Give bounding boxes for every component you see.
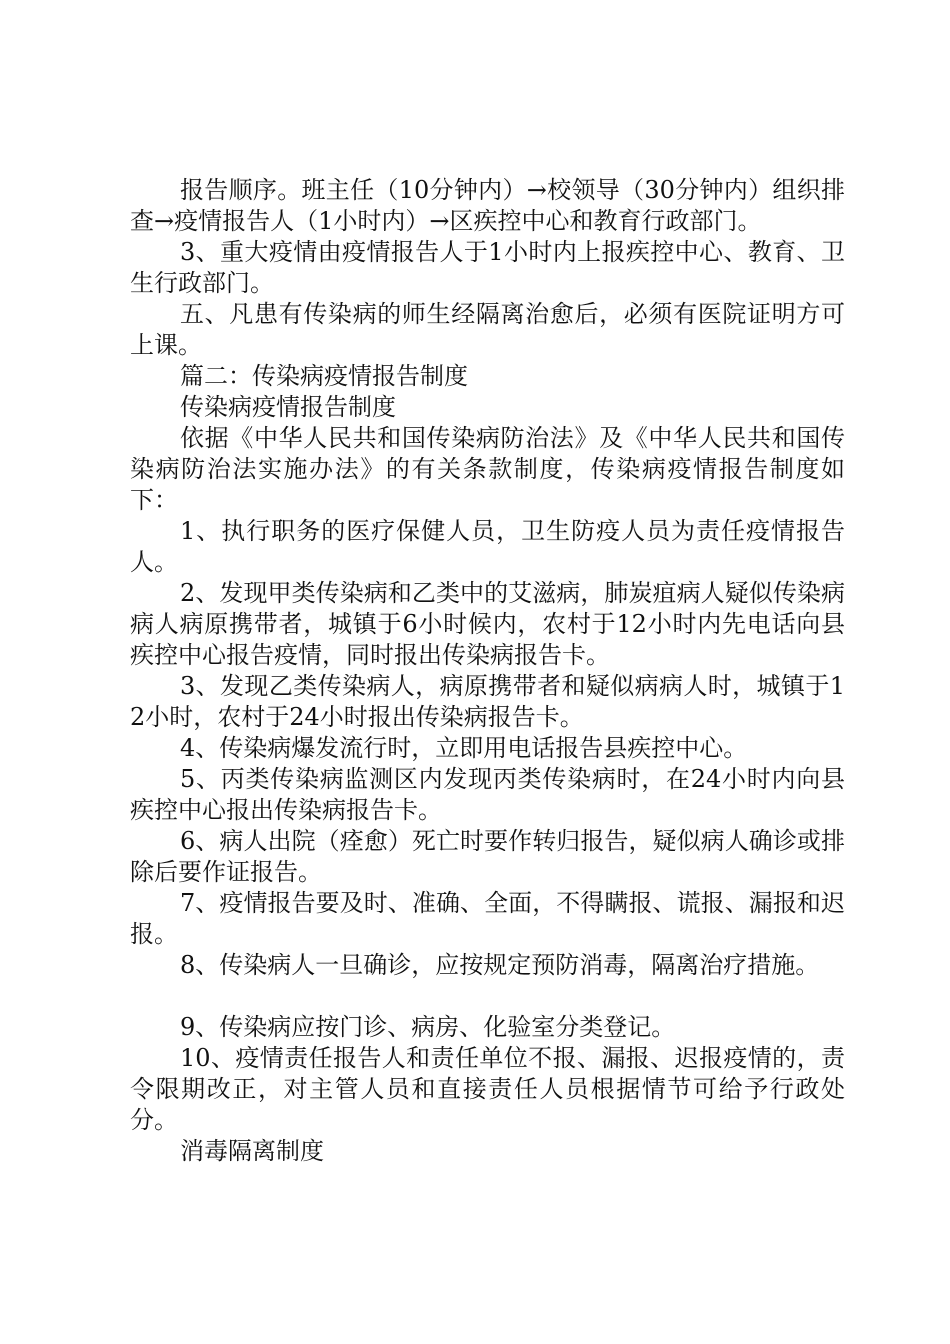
document-title: 传染病疫情报告制度 [180, 393, 396, 421]
paragraph-item-1: 1、执行职务的医疗保健人员，卫生防疫人员为责任疫情报告人。 [130, 517, 845, 576]
paragraph-item-2: 2、发现甲类传染病和乙类中的艾滋病，肺炭疽病人疑似传染病病人病原携带者，城镇于6小时候内，农村于12小时内先电话向县疾控中心报告疫情，同时报出传染病报告卡。 [130, 579, 845, 669]
paragraph-section-five: 五、凡患有传染病的师生经隔离治愈后，必须有医院证明方可上课。 [130, 300, 845, 359]
document-body [130, 175, 845, 1167]
paragraph-spacer [130, 981, 845, 1012]
paragraph-item-5: 5、丙类传染病监测区内发现丙类传染病时，在24小时内向县疾控中心报出传染病报告卡。 [130, 765, 845, 824]
paragraph-major-epidemic: 3、重大疫情由疫情报告人于1小时内上报疾控中心、教育、卫生行政部门。 [130, 238, 845, 297]
paragraph-item-3: 3、发现乙类传染病人，病原携带者和疑似病病人时，城镇于12小时，农村于24小时报出传染病报告卡。 [130, 672, 845, 731]
paragraph-item-7: 7、疫情报告要及时、准确、全面，不得瞒报、谎报、漏报和迟报。 [130, 889, 845, 948]
paragraph-report-order: 报告顺序。班主任（10分钟内）→校领导（30分钟内）组织排查→疫情报告人（1小时内）→区疾控中心和教育行政部门。 [130, 176, 845, 235]
paragraph-item-9: 9、传染病应按门诊、病房、化验室分类登记。 [180, 1013, 676, 1041]
section-heading-disinfection: 消毒隔离制度 [180, 1137, 324, 1165]
section-heading-part-two: 篇二：传染病疫情报告制度 [180, 362, 468, 390]
paragraph-item-8: 8、传染病人一旦确诊，应按规定预防消毒，隔离治疗措施。 [180, 951, 820, 979]
paragraph-item-4: 4、传染病爆发流行时，立即用电话报告县疾控中心。 [180, 734, 748, 762]
paragraph-item-10: 10、疫情责任报告人和责任单位不报、漏报、迟报疫情的，责令限期改正，对主管人员和直接责任人员根据情节可给予行政处分。 [130, 1044, 845, 1134]
paragraph-item-6: 6、病人出院（痊愈）死亡时要作转归报告，疑似病人确诊或排除后要作证报告。 [130, 827, 845, 886]
paragraph-legal-basis: 依据《中华人民共和国传染病防治法》及《中华人民共和国传染病防治法实施办法》的有关条款制度，传染病疫情报告制度如下： [130, 424, 845, 514]
